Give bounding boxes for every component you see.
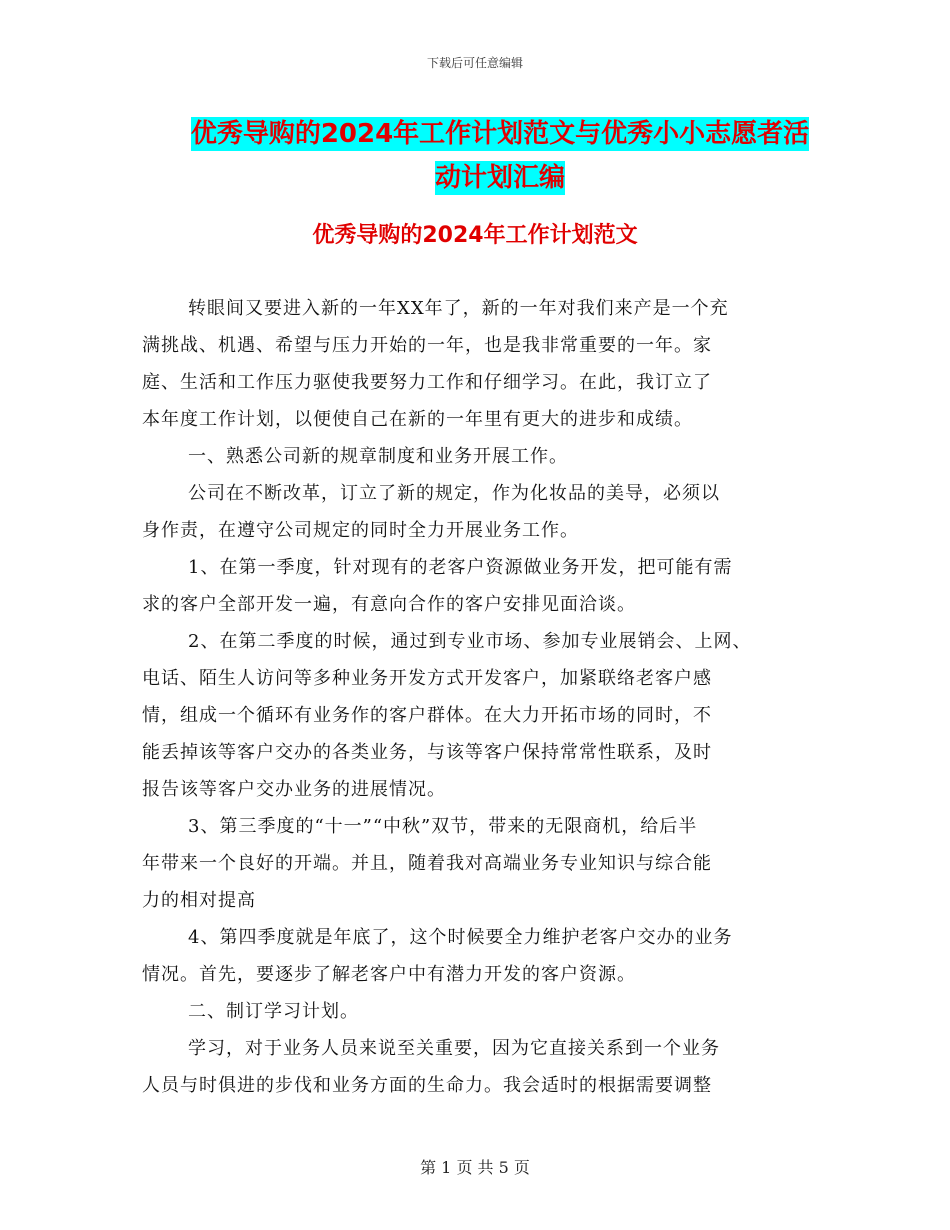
text-line: 二、制订学习计划。 <box>188 1001 359 1022</box>
document-title <box>150 112 850 200</box>
text-line: 一、熟悉公司新的规章制度和业务开展工作。 <box>188 446 568 467</box>
text-line: 庭、生活和工作压力驱使我要努力工作和仔细学习。在此，我订立了 <box>142 372 712 393</box>
paragraph <box>142 993 822 1030</box>
text-line: 力的相对提高 <box>142 890 256 911</box>
page-footer: 第 1 页 共 5 页 <box>420 1158 530 1177</box>
header-note: 下载后可任意编辑 <box>426 56 523 70</box>
text-line: 情况。首先，要逐步了解老客户中有潜力开发的客户资源。 <box>142 964 636 985</box>
paragraph <box>142 623 822 808</box>
text-line: 1、在第一季度，针对现有的老客户资源做业务开发，把可能有需 <box>188 557 733 578</box>
text-line: 公司在不断改革，订立了新的规定，作为化妆品的美导，必须以 <box>188 483 720 504</box>
text-line: 电话、陌生人访问等多种业务开发方式开发客户，加紧联络老客户感 <box>142 668 712 689</box>
text-line: 本年度工作计划，以便使自己在新的一年里有更大的进步和成绩。 <box>142 409 693 430</box>
text-line: 报告该等客户交办业务的进展情况。 <box>142 779 446 800</box>
text-line: 2、在第二季度的时候，通过到专业市场、参加专业展销会、上网、 <box>188 631 752 652</box>
paragraph <box>142 808 822 919</box>
paragraph <box>142 919 822 993</box>
text-line: 学习，对于业务人员来说至关重要，因为它直接关系到一个业务 <box>188 1038 720 1059</box>
text-line: 年带来一个良好的开端。并且，随着我对高端业务专业知识与综合能 <box>142 853 712 874</box>
paragraph <box>142 438 822 475</box>
text-line: 4、第四季度就是年底了，这个时候要全力维护老客户交办的业务 <box>188 927 733 948</box>
document-title-line-2: 动计划汇编 <box>434 163 565 193</box>
paragraph <box>142 549 822 623</box>
text-line: 满挑战、机遇、希望与压力开始的一年，也是我非常重要的一年。家 <box>142 335 712 356</box>
text-line: 人员与时俱进的步伐和业务方面的生命力。我会适时的根据需要调整 <box>142 1075 712 1096</box>
document-title-line-1: 优秀导购的2024年工作计划范文与优秀小小志愿者活 <box>190 119 810 149</box>
text-line: 3、第三季度的“十一”“中秋”双节，带来的无限商机，给后半 <box>188 816 698 837</box>
text-line: 能丢掉该等客户交办的各类业务，与该等客户保持常常性联系，及时 <box>142 742 712 763</box>
paragraph <box>142 1030 822 1104</box>
text-line: 转眼间又要进入新的一年XX年了，新的一年对我们来产是一个充 <box>188 298 729 319</box>
section-title: 优秀导购的2024年工作计划范文 <box>312 223 638 248</box>
text-line: 情，组成一个循环有业务作的客户群体。在大力开拓市场的同时，不 <box>142 705 712 726</box>
paragraph <box>142 475 822 549</box>
text-line: 求的客户全部开发一遍，有意向合作的客户安排见面洽谈。 <box>142 594 636 615</box>
paragraph <box>142 290 822 438</box>
text-line: 身作责，在遵守公司规定的同时全力开展业务工作。 <box>142 520 579 541</box>
document-body <box>142 290 822 1104</box>
